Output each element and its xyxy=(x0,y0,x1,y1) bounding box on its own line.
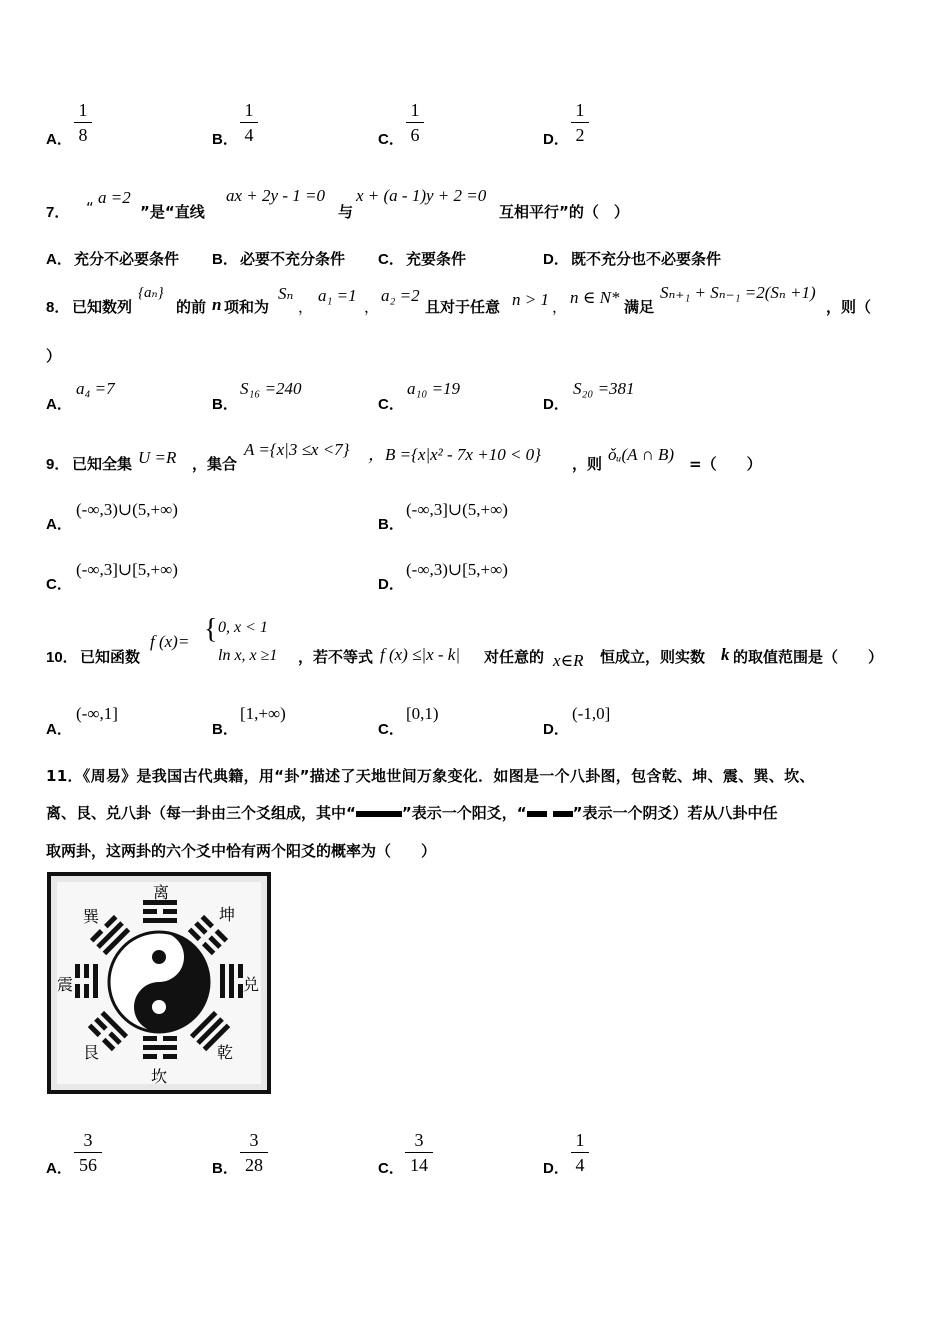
q10-option-c: [0,1) xyxy=(406,704,439,723)
q9-set-b: ，B ={x|x² - 7x +10 < 0} xyxy=(368,445,541,464)
q9-option-a: (-∞,3)∪(5,+∞) xyxy=(76,500,178,519)
q7-option-b: 必要不充分条件 xyxy=(240,250,346,268)
q8-option-d-label: D． xyxy=(543,396,569,413)
q11-option-c-label: C． xyxy=(378,1160,404,1177)
q9-option-d-label: D． xyxy=(378,576,404,593)
q8-text5: 满足 xyxy=(624,298,655,316)
q10-text2: ，若不等式 xyxy=(298,648,374,666)
q7-option-a-label: A． xyxy=(46,251,72,268)
q10-text1: 已知函数 xyxy=(80,648,141,666)
q8-option-a-label: A． xyxy=(46,396,72,413)
q8-relation: Sₙ₊₁ + Sₙ₋₁ =2(Sₙ +1) xyxy=(660,283,816,302)
q8-option-b-label: B． xyxy=(212,396,238,413)
q10-option-b-label: B． xyxy=(212,721,238,738)
q10-option-a-label: A． xyxy=(46,721,72,738)
q9-option-d: (-∞,3)∪[5,+∞) xyxy=(406,560,508,579)
q7-option-c-label: C． xyxy=(378,251,404,268)
q9-text3: ，则 xyxy=(572,455,603,473)
q9-set-a: A ={x|3 ≤x <7} xyxy=(244,440,350,459)
q8-option-c: a₁₀ =19 xyxy=(407,379,461,398)
q9-option-b: (-∞,3]∪(5,+∞) xyxy=(406,500,508,519)
q10-xr: x∈R xyxy=(553,651,584,670)
q6-option-c-label: C． xyxy=(378,131,404,148)
q10-k: k xyxy=(721,645,730,664)
q8-text1: 已知数列 xyxy=(72,298,133,316)
q8-cond1: n > 1 xyxy=(512,290,549,309)
q8-text4: 且对于任意 xyxy=(425,298,501,316)
q8-sn: Sₙ xyxy=(278,284,294,303)
q8-option-b: S₁₆ =240 xyxy=(240,379,302,398)
taiji-icon xyxy=(109,932,209,1032)
q10-option-a: (-∞,1] xyxy=(76,704,118,723)
q10-option-c-label: C． xyxy=(378,721,404,738)
q8-comma3: ， xyxy=(552,298,568,316)
q7-option-d-label: D． xyxy=(543,251,569,268)
q8-comma1: ， xyxy=(298,298,314,316)
q11-option-d-label: D． xyxy=(543,1160,569,1177)
q8-text2: 的前 xyxy=(176,298,207,316)
q8-number: 8． xyxy=(46,299,70,316)
q7-text1: ”是“直线 xyxy=(140,203,205,221)
q9-text1: 已知全集 xyxy=(72,455,133,473)
q10-number: 10． xyxy=(46,649,78,666)
q9-complement: ǒᵤ(A ∩ B) xyxy=(608,445,675,464)
q10-case2: ln x, x ≥1 xyxy=(218,647,278,664)
q6-option-c-fraction: 1 6 xyxy=(406,100,424,145)
q7-option-c: 充要条件 xyxy=(406,250,467,268)
q6-option-a-fraction: 1 8 xyxy=(74,100,92,145)
bagua-label-li: 离 xyxy=(153,883,170,902)
bagua-label-zhen: 震 xyxy=(57,975,74,994)
q7-condition: a =2 xyxy=(98,188,131,207)
q10-inequality: f (x) ≤|x - k| xyxy=(380,645,461,664)
q9-option-c: (-∞,3]∪[5,+∞) xyxy=(76,560,178,579)
q10-option-d: (-1,0] xyxy=(572,704,611,723)
q8-option-d: S₂₀ =381 xyxy=(573,379,635,398)
q10-brace: { xyxy=(204,614,218,645)
q11-option-c-fraction: 3 14 xyxy=(405,1130,433,1175)
q8-sequence: {aₙ} xyxy=(138,285,164,301)
q8-comma2: ， xyxy=(364,298,380,316)
bagua-label-kan: 坎 xyxy=(151,1067,168,1086)
q8-option-c-label: C． xyxy=(378,396,404,413)
q11-option-a-fraction: 3 56 xyxy=(74,1130,102,1175)
bagua-figure xyxy=(47,872,271,1094)
q8-n: n xyxy=(212,295,222,314)
q11-option-b-label: B． xyxy=(212,1160,238,1177)
q7-option-b-label: B． xyxy=(212,251,238,268)
q10-text5: 的取值范围是（ ） xyxy=(733,648,884,666)
q8-cond2: n ∈ N* xyxy=(570,288,620,307)
bagua-label-gen: 艮 xyxy=(83,1043,100,1062)
q11-line2 xyxy=(46,802,777,823)
q10-fx: f (x)= xyxy=(150,632,190,651)
q9-universe: U =R xyxy=(138,448,177,467)
yin-yao-left-icon xyxy=(527,811,547,817)
q9-text2: ，集合 xyxy=(192,455,238,473)
q11-line2a: 离、艮、兑八卦（每一卦由三个爻组成，其中“ xyxy=(46,804,356,822)
q6-option-b-fraction: 1 4 xyxy=(240,100,258,145)
q6-option-d-label: D． xyxy=(543,131,569,148)
yang-yao-icon xyxy=(356,811,402,817)
q10-text4: 恒成立，则实数 xyxy=(600,648,706,666)
q8-option-a: a₄ =7 xyxy=(76,379,115,398)
q7-open-quote: “ xyxy=(86,199,94,217)
q9-text4: =（ ） xyxy=(689,455,762,473)
q6-option-b-label: B． xyxy=(212,131,238,148)
q9-option-a-label: A． xyxy=(46,516,72,533)
q7-number: 7． xyxy=(46,204,70,221)
q8-a2: a₂ =2 xyxy=(381,286,420,305)
q8-text6: ，则（ xyxy=(826,298,872,316)
q6-option-d-fraction: 1 2 xyxy=(571,100,589,145)
q11-line2c: ”表示一个阴爻）若从八卦中任 xyxy=(572,804,778,822)
bagua-label-dui: 兑 xyxy=(243,975,260,994)
q9-number: 9． xyxy=(46,456,70,473)
q7-line1: ax + 2y - 1 =0 xyxy=(226,186,325,205)
bagua-label-qian: 乾 xyxy=(217,1043,234,1062)
q7-line2: x + (a - 1)y + 2 =0 xyxy=(356,186,487,205)
q11-option-d-fraction: 1 4 xyxy=(571,1130,589,1175)
q10-case1: 0, x < 1 xyxy=(218,619,268,636)
q11-line2b: ”表示一个阳爻，“ xyxy=(401,804,527,822)
q11-option-b-fraction: 3 28 xyxy=(240,1130,268,1175)
q7-text2: 与 xyxy=(338,203,354,221)
q7-option-d: 既不充分也不必要条件 xyxy=(571,250,722,268)
q9-option-c-label: C． xyxy=(46,576,72,593)
q8-text7: ） xyxy=(46,347,62,365)
q10-option-d-label: D． xyxy=(543,721,569,738)
q8-a1: a₁ =1 xyxy=(318,286,357,305)
bagua-label-kun: 坤 xyxy=(219,905,236,924)
q7-text3: 互相平行”的（ ） xyxy=(499,203,629,221)
bagua-diagram xyxy=(47,872,271,1094)
q10-text3: 对任意的 xyxy=(484,648,545,666)
q6-option-a-label: A． xyxy=(46,131,72,148)
q9-option-b-label: B． xyxy=(378,516,404,533)
q10-option-b: [1,+∞) xyxy=(240,704,286,723)
q7-option-a: 充分不必要条件 xyxy=(74,250,180,268)
q11-line1: 11．《周易》是我国古代典籍，用“卦”描述了天地世间万象变化．如图是一个八卦图，包含乾、坤、震、巽、坎、 xyxy=(46,767,815,785)
bagua-label-xun: 巽 xyxy=(83,907,100,926)
yin-yao-right-icon xyxy=(553,811,573,817)
q11-option-a-label: A． xyxy=(46,1160,72,1177)
q11-line3: 取两卦，这两卦的六个爻中恰有两个阳爻的概率为（ ） xyxy=(46,842,437,860)
q8-text3: 项和为 xyxy=(224,298,270,316)
